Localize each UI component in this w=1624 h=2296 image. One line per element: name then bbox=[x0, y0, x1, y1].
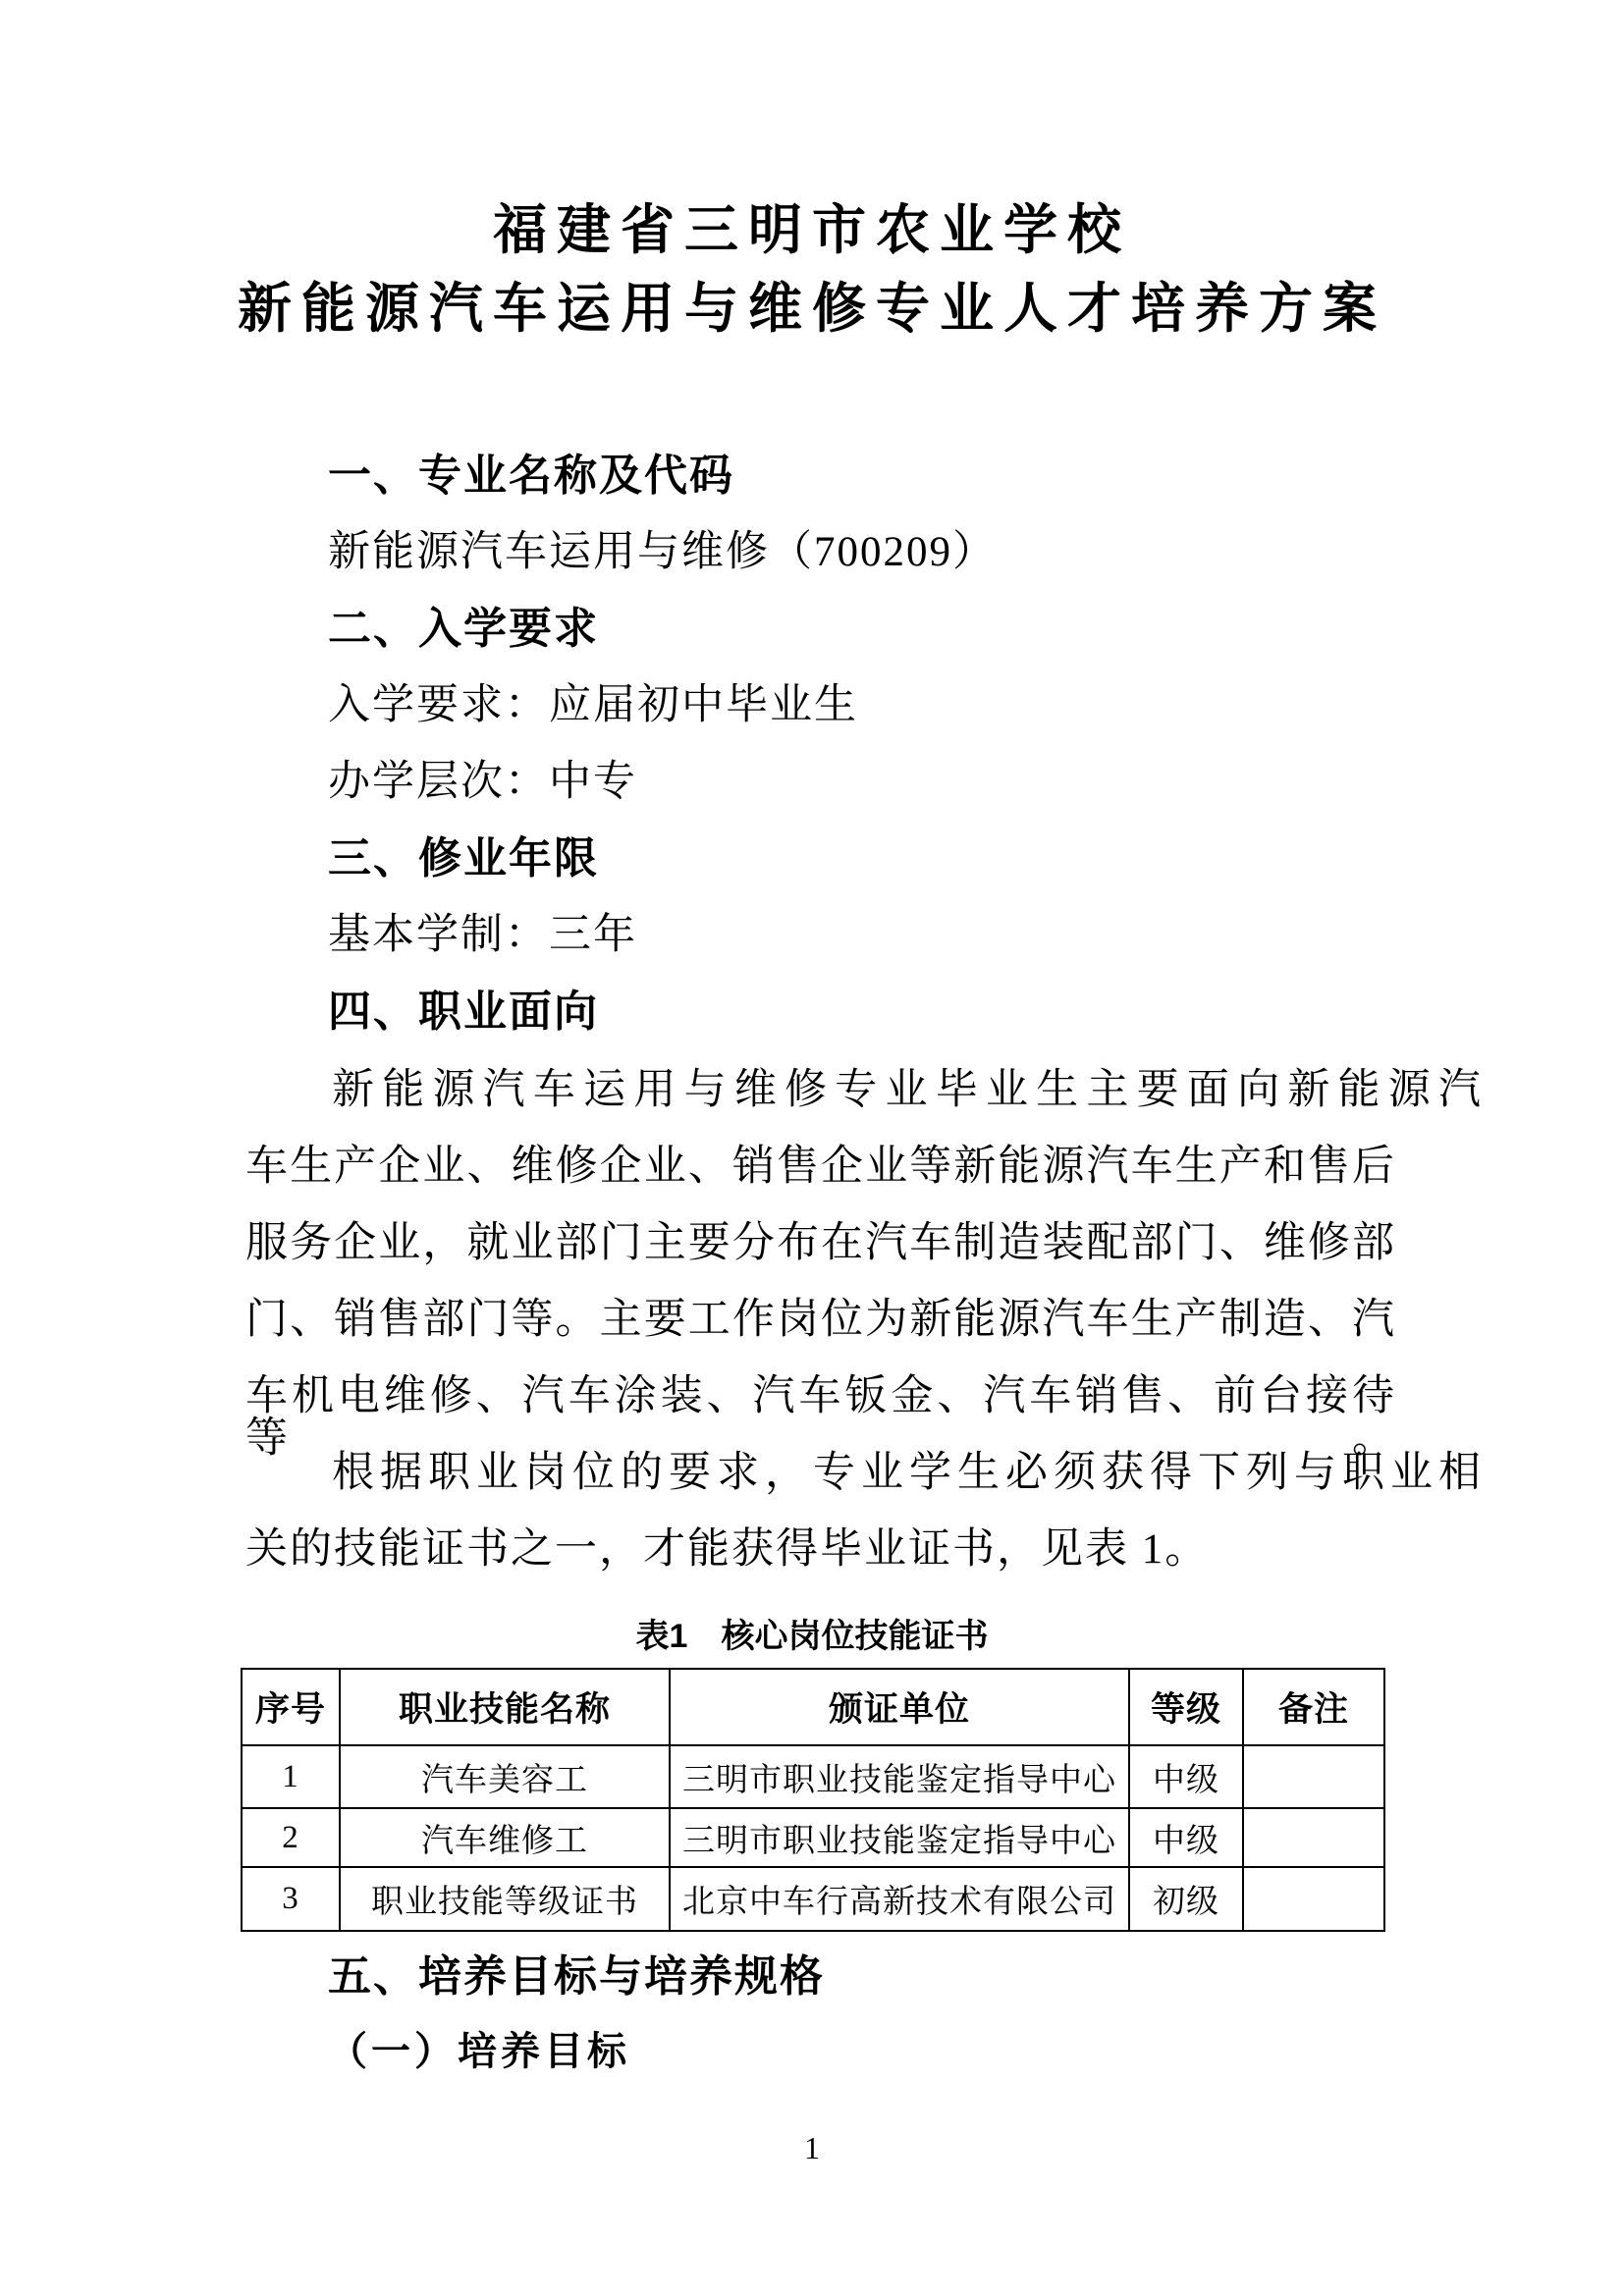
section-heading-5: 五、培养目标与培养规格 bbox=[328, 1952, 825, 2001]
table-cell-remark bbox=[1243, 1867, 1384, 1931]
table-cell-level: 初级 bbox=[1129, 1867, 1243, 1931]
table-header-index: 序号 bbox=[242, 1669, 340, 1745]
table-cell-issuer: 三明市职业技能鉴定指导中心 bbox=[670, 1745, 1129, 1808]
page-number: 1 bbox=[804, 2130, 820, 2165]
paragraph1-line5: 车机电维修、汽车涂装、汽车钣金、汽车销售、前台接待等。 bbox=[245, 1373, 1396, 1462]
table-header-remark: 备注 bbox=[1243, 1669, 1384, 1745]
table-cell-level: 中级 bbox=[1129, 1808, 1243, 1867]
table-cell-index: 2 bbox=[242, 1808, 340, 1867]
section-heading-4: 四、职业面向 bbox=[328, 988, 599, 1036]
table-cell-level: 中级 bbox=[1129, 1745, 1243, 1808]
table-row bbox=[242, 1745, 1384, 1808]
table-header-issuer: 颁证单位 bbox=[670, 1669, 1129, 1745]
certificate-table bbox=[241, 1668, 1385, 1932]
table-row bbox=[242, 1808, 1384, 1867]
education-level-line: 办学层次：中专 bbox=[328, 759, 637, 805]
subsection-heading-training-goal: （一）培养目标 bbox=[328, 2029, 630, 2073]
paragraph1-line4: 门、销售部门等。主要工作岗位为新能源汽车生产制造、汽 bbox=[245, 1297, 1396, 1343]
table-cell-index: 3 bbox=[242, 1867, 340, 1931]
table-cell-remark bbox=[1243, 1808, 1384, 1867]
table-cell-skill-name: 汽车维修工 bbox=[340, 1808, 670, 1867]
table-cell-remark bbox=[1243, 1745, 1384, 1808]
schooling-length-line: 基本学制：三年 bbox=[328, 912, 637, 958]
table-cell-issuer: 北京中车行高新技术有限公司 bbox=[670, 1867, 1129, 1931]
major-name-and-code: 新能源汽车运用与维修（700209） bbox=[328, 529, 997, 575]
paragraph1-line1: 新能源汽车运用与维修专业毕业生主要面向新能源汽 bbox=[332, 1067, 1483, 1113]
table-cell-index: 1 bbox=[242, 1745, 340, 1808]
document-title-line2: 新能源汽车运用与维修专业人才培养方案 bbox=[237, 278, 1386, 339]
document-title-line1: 福建省三明市农业学校 bbox=[492, 199, 1131, 260]
entry-requirement-line: 入学要求：应届初中毕业生 bbox=[328, 682, 858, 728]
table-cell-skill-name: 职业技能等级证书 bbox=[340, 1867, 670, 1931]
table-header-row bbox=[242, 1669, 1384, 1745]
table-row bbox=[242, 1867, 1384, 1931]
paragraph2-line2: 关的技能证书之一，才能获得毕业证书，见表 1。 bbox=[245, 1526, 1210, 1573]
section-heading-1: 一、专业名称及代码 bbox=[328, 452, 734, 500]
paragraph1-line3: 服务企业，就业部门主要分布在汽车制造装配部门、维修部 bbox=[245, 1220, 1396, 1266]
section-heading-3: 三、修业年限 bbox=[328, 834, 599, 882]
table-caption: 表1 核心岗位技能证书 bbox=[635, 1618, 989, 1655]
table-cell-skill-name: 汽车美容工 bbox=[340, 1745, 670, 1808]
table-header-level: 等级 bbox=[1129, 1669, 1243, 1745]
table-cell-issuer: 三明市职业技能鉴定指导中心 bbox=[670, 1808, 1129, 1867]
paragraph1-line2: 车生产企业、维修企业、销售企业等新能源汽车生产和售后 bbox=[245, 1144, 1396, 1190]
table-header-skill-name: 职业技能名称 bbox=[340, 1669, 670, 1745]
paragraph2-line1: 根据职业岗位的要求，专业学生必须获得下列与职业相 bbox=[332, 1450, 1483, 1496]
section-heading-2: 二、入学要求 bbox=[328, 605, 599, 653]
